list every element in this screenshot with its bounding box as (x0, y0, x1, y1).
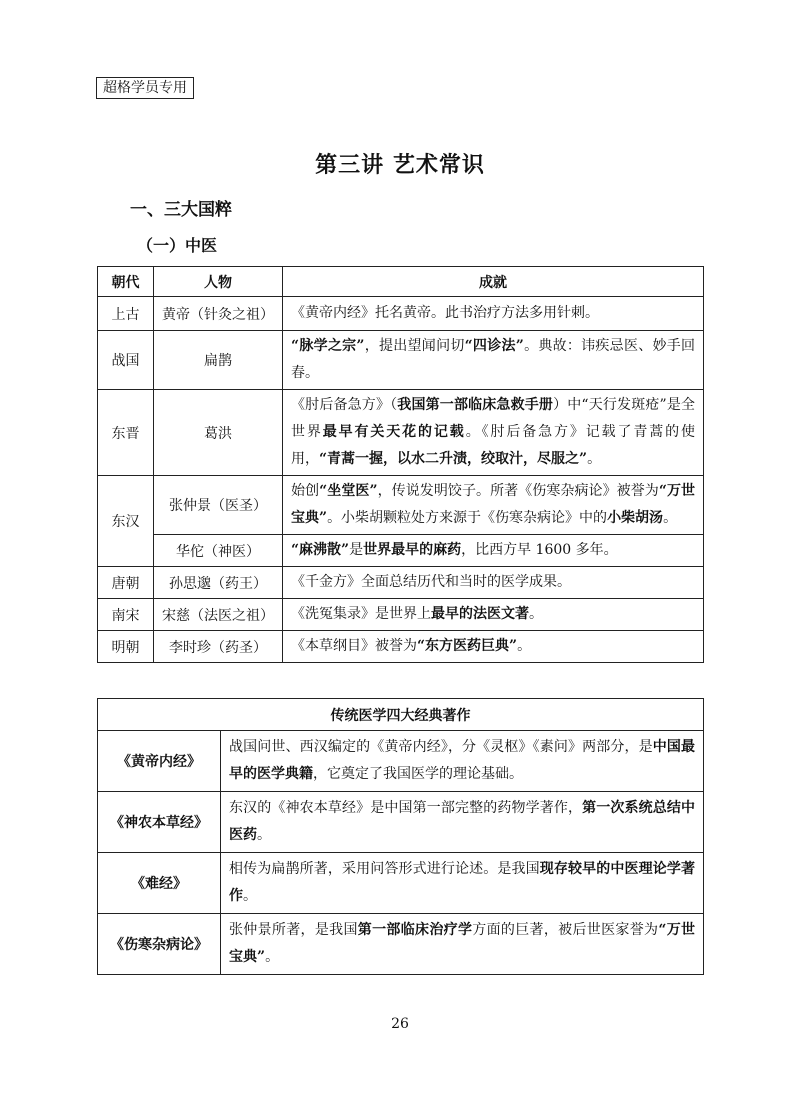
emphasis-text: “青蒿一握，以水二升渍，绞取汁，尽服之” (319, 451, 588, 467)
book-description-cell (221, 731, 704, 792)
achievement-cell (283, 390, 704, 476)
text-run: 。 (257, 827, 271, 843)
book-title-cell: 《神农本草经》 (98, 792, 221, 853)
emphasis-text: “万世宝典” (291, 483, 696, 526)
text-run: 。 (517, 638, 532, 654)
person-cell: 李时珍（药圣） (154, 631, 283, 663)
emphasis-text: “东方医药巨典” (417, 638, 518, 654)
person-cell: 华佗（神医） (154, 535, 283, 567)
dynasty-cell: 唐朝 (98, 567, 154, 599)
emphasis-text: 最早有关天花的记载 (322, 424, 466, 440)
text-run: ）中“天行发斑疮”是全世界 (291, 397, 696, 440)
text-run: ，提出望闻问切 (364, 338, 465, 354)
achievement-cell (283, 297, 704, 331)
section-heading: 一、三大国粹 (130, 200, 232, 220)
dynasty-cell: 上古 (98, 297, 154, 331)
emphasis-text: 第一次系统总结中医药 (229, 800, 695, 843)
text-run: 《洗冤集录》是世界上 (291, 606, 431, 622)
dynasty-cell: 南宋 (98, 599, 154, 631)
text-run: 。小柴胡颗粒处方来源于《伤寒杂病论》中的 (327, 510, 608, 526)
text-run: ，传说发明饺子。所著《伤寒杂病论》被誉为 (377, 483, 659, 499)
table-row (98, 792, 704, 853)
text-run: 是 (349, 542, 364, 558)
text-run: 《黄帝内经》托名黄帝。此书治疗方法多用针刺。 (291, 305, 599, 321)
person-cell: 宋慈（法医之祖） (154, 599, 283, 631)
emphasis-text: “四诊法” (464, 338, 524, 354)
table-row (98, 390, 704, 476)
table-row (98, 631, 704, 663)
person-cell: 扁鹊 (154, 331, 283, 390)
emphasis-text: 小柴胡汤 (607, 510, 664, 526)
person-cell: 张仲景（医圣） (154, 476, 283, 535)
emphasis-text: “万世宝典” (229, 922, 696, 965)
book-title-cell: 《黄帝内经》 (98, 731, 221, 792)
table-row (98, 476, 704, 535)
table-row (98, 914, 704, 975)
text-run: ，它奠定了我国医学的理论基础。 (313, 766, 523, 782)
dynasty-cell: 战国 (98, 331, 154, 390)
classics-table-header (98, 699, 704, 731)
lecture-title: 第三讲 艺术常识 (315, 152, 485, 178)
text-run: 。 (265, 949, 280, 965)
text-run: 。典故：讳疾忌医、妙手回春。 (291, 338, 696, 381)
table-row (98, 599, 704, 631)
dynasty-cell: 东晋 (98, 390, 154, 476)
emphasis-text: 我国第一部临床急救手册 (397, 397, 554, 413)
book-title-cell: 《难经》 (98, 853, 221, 914)
emphasis-text: 现存较早的中医理论学著作 (229, 861, 695, 904)
subsection-heading: （一）中医 (137, 236, 218, 255)
page-number: 26 (391, 1016, 409, 1032)
achievement-cell (283, 476, 704, 535)
person-cell: 黄帝（针灸之祖） (154, 297, 283, 331)
text-run: 。 (663, 510, 678, 526)
book-title-cell: 《伤寒杂病论》 (98, 914, 221, 975)
table-row (98, 567, 704, 599)
achievement-cell (283, 599, 704, 631)
table-row (98, 731, 704, 792)
emphasis-text: “坐堂医” (319, 483, 378, 499)
classics-table (97, 698, 704, 975)
person-cell: 葛洪 (154, 390, 283, 476)
col-person-header: 人物 (154, 267, 283, 297)
dynasty-cell: 明朝 (98, 631, 154, 663)
text-run: 。 (587, 451, 602, 467)
text-run: 东汉的《神农本草经》是中国第一部完整的药物学著作， (229, 800, 583, 816)
text-run: 《肘后备急方》（ (291, 397, 398, 413)
emphasis-text: 最早的法医文著 (431, 606, 529, 622)
book-description-cell (221, 853, 704, 914)
physicians-table-header (98, 267, 704, 297)
table-row (98, 853, 704, 914)
dynasty-cell: 东汉 (98, 476, 154, 567)
achievement-cell (283, 535, 704, 567)
text-run: 方面的巨著，被后世医家誉为 (472, 922, 659, 938)
physicians-table (97, 266, 704, 663)
emphasis-text: 世界最早的麻药 (363, 542, 462, 558)
emphasis-text: 第一部临床治疗学 (357, 922, 473, 938)
achievement-cell (283, 567, 704, 599)
emphasis-text: “麻沸散” (291, 542, 350, 558)
text-run: 。《肘后备急方》记载了青蒿的使用， (291, 424, 696, 467)
emphasis-text: “脉学之宗” (291, 338, 365, 354)
text-run: 始创 (291, 483, 320, 499)
text-run: 相传为扁鹊所著，采用问答形式进行论述。是我国 (229, 861, 540, 877)
achievement-cell (283, 631, 704, 663)
table-row (98, 535, 704, 567)
classics-heading: 传统医学四大经典著作 (98, 699, 704, 731)
student-only-stamp: 超格学员专用 (96, 77, 194, 99)
text-run: 《本草纲目》被誉为 (291, 638, 417, 654)
book-description-cell (221, 792, 704, 853)
col-achievement-header: 成就 (283, 267, 704, 297)
text-run: 张仲景所著，是我国 (229, 922, 358, 938)
col-dynasty-header: 朝代 (98, 267, 154, 297)
table-row (98, 331, 704, 390)
text-run: 。 (529, 606, 543, 622)
book-description-cell (221, 914, 704, 975)
person-cell: 孙思邈（药王） (154, 567, 283, 599)
text-run: 。 (243, 888, 257, 904)
emphasis-text: 中国最早的医学典籍 (229, 739, 696, 782)
achievement-cell (283, 331, 704, 390)
table-row (98, 297, 704, 331)
text-run: 战国问世、西汉编定的《黄帝内经》，分《灵枢》《素问》两部分，是 (229, 739, 653, 755)
text-run: ，比西方早 1600 多年。 (461, 542, 618, 558)
text-run: 《千金方》全面总结历代和当时的医学成果。 (291, 574, 571, 590)
